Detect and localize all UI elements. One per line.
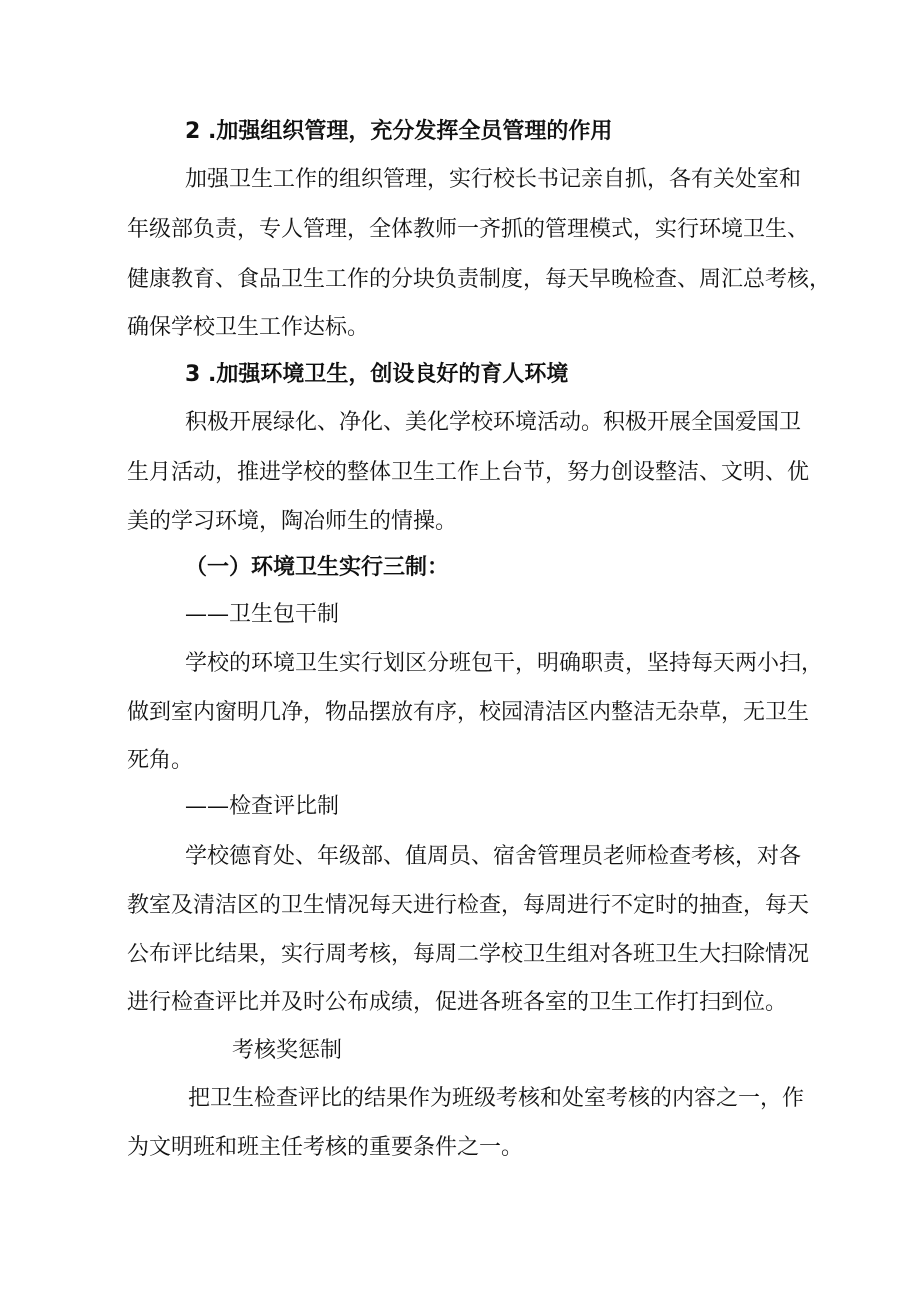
system-3-line-2: 为文明班和班主任考核的重要条件之一。 bbox=[127, 1135, 524, 1160]
section-3-heading: 3 .加强环境卫生，创设良好的育人环境 bbox=[185, 362, 569, 387]
system-2-line-2: 教室及清洁区的卫生情况每天进行检查，每周进行不定时的抽查，每天 bbox=[127, 893, 810, 918]
system-2-line-1: 学校德育处、年级部、值周员、宿舍管理员老师检查考核，对各 bbox=[185, 844, 802, 869]
subsection-1-heading: （一）环境卫生实行三制： bbox=[185, 555, 450, 580]
system-1-title: ——卫生包干制 bbox=[185, 602, 340, 627]
system-3-title: 考核奖惩制 bbox=[232, 1038, 343, 1063]
section-2-line-1: 加强卫生工作的组织管理，实行校长书记亲自抓，各有关处室和 bbox=[185, 167, 802, 192]
section-2-line-3: 健康教育、食品卫生工作的分块负责制度，每天早晚检查、周汇总考核， bbox=[127, 267, 832, 292]
section-2-line-2: 年级部负责，专人管理，全体教师一齐抓的管理模式，实行环境卫生、 bbox=[127, 217, 810, 242]
system-1-line-3: 死角。 bbox=[127, 748, 194, 773]
section-2-heading: 2 .加强组织管理，充分发挥全员管理的作用 bbox=[185, 119, 613, 144]
system-2-line-4: 进行检查评比并及时公布成绩，促进各班各室的卫生工作打扫到位。 bbox=[127, 990, 788, 1015]
section-2-line-4: 确保学校卫生工作达标。 bbox=[127, 315, 370, 340]
system-3-line-1: 把卫生检查评比的结果作为班级考核和处室考核的内容之一，作 bbox=[188, 1086, 805, 1111]
system-1-line-1: 学校的环境卫生实行划区分班包干，明确职责，坚持每天两小扫， bbox=[185, 651, 824, 676]
section-3-line-2: 生月活动，推进学校的整体卫生工作上台节，努力创设整洁、文明、优 bbox=[127, 460, 810, 485]
system-2-line-3: 公布评比结果，实行周考核，每周二学校卫生组对各班卫生大扫除情况 bbox=[127, 942, 810, 967]
section-3-line-3: 美的学习环境，陶冶师生的情操。 bbox=[127, 509, 458, 534]
system-1-line-2: 做到室内窗明几净，物品摆放有序，校园清洁区内整洁无杂草，无卫生 bbox=[127, 700, 810, 725]
section-3-line-1: 积极开展绿化、净化、美化学校环境活动。积极开展全国爱国卫 bbox=[185, 410, 802, 435]
system-2-title: ——检查评比制 bbox=[185, 794, 340, 819]
